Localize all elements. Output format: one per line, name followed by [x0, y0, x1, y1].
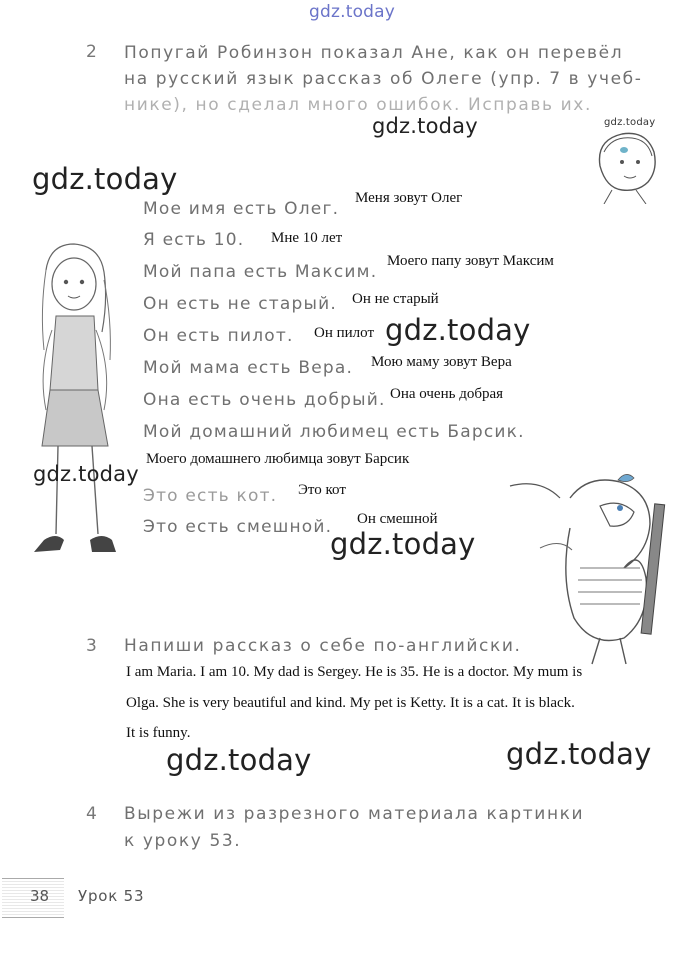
task2-line-1: Попугай Робинзон показал Ане, как он перевёл — [124, 43, 624, 63]
sentence-6: Мой мама есть Вера. — [143, 358, 354, 378]
sentence-1: Мое имя есть Олег. — [143, 199, 340, 219]
watermark-5: gdz.today — [33, 462, 139, 486]
answer-6: Мою маму зовут Вера — [371, 354, 512, 370]
task3-prompt: Напиши рассказ о себе по-английски. — [124, 636, 522, 656]
sentence-4: Он есть не старый. — [143, 294, 337, 314]
sentence-7: Она есть очень добрый. — [143, 390, 386, 410]
watermark-8: gdz.today — [506, 737, 652, 771]
watermark-2: gdz.today — [372, 114, 478, 138]
task2-line-3: нике), но сделал много ошибок. Исправь их. — [124, 95, 592, 115]
task2-line-2: на русский язык рассказ об Олеге (упр. 7 в учеб- — [124, 69, 643, 89]
answer-4: Он не старый — [352, 291, 439, 307]
answer-2: Мне 10 лет — [271, 230, 343, 246]
task3-answer-line-3: It is funny. — [126, 725, 191, 741]
page-number: 38 — [30, 887, 50, 905]
task2-number: 2 — [86, 42, 97, 62]
sentence-10: Это есть смешной. — [143, 517, 333, 537]
answer-10: Он смешной — [357, 511, 438, 527]
sentence-8: Мой домашний любимец есть Барсик. — [143, 422, 525, 442]
task3-number: 3 — [86, 636, 97, 656]
task3-answer-line-2: Olga. She is very beautiful and kind. My pet is Ketty. It is a cat. It is black. — [126, 695, 575, 711]
answer-8: Моего домашнего любимца зовут Барсик — [146, 451, 410, 467]
task4-line-2: к уроку 53. — [124, 831, 242, 851]
answer-3: Моего папу зовут Максим — [387, 253, 554, 269]
sentence-5: Он есть пилот. — [143, 326, 294, 346]
watermark-7: gdz.today — [166, 743, 312, 777]
task4-line-1: Вырежи из разрезного материала картинки — [124, 804, 585, 824]
sentence-9: Это есть кот. — [143, 486, 278, 506]
answer-7: Она очень добрая — [390, 386, 504, 402]
answer-9: Это кот — [298, 482, 346, 498]
watermark-top: gdz.today — [309, 2, 396, 22]
task3-answer-line-1: I am Maria. I am 10. My dad is Sergey. He is 35. He is a doctor. My mum is — [126, 664, 583, 680]
boy-illustration — [582, 126, 672, 204]
watermark-4: gdz.today — [385, 313, 531, 347]
answer-1: Меня зовут Олег — [355, 190, 463, 206]
lesson-label: Урок 53 — [78, 887, 145, 905]
watermark-boy: gdz.today — [604, 117, 656, 128]
sentence-3: Мой папа есть Максим. — [143, 262, 378, 282]
watermark-6: gdz.today — [330, 527, 476, 561]
girl-illustration — [16, 240, 128, 570]
watermark-3: gdz.today — [32, 162, 178, 196]
answer-5: Он пилот — [314, 325, 375, 341]
task4-number: 4 — [86, 804, 97, 824]
sentence-2: Я есть 10. — [143, 230, 245, 250]
parrot-illustration — [500, 468, 690, 668]
